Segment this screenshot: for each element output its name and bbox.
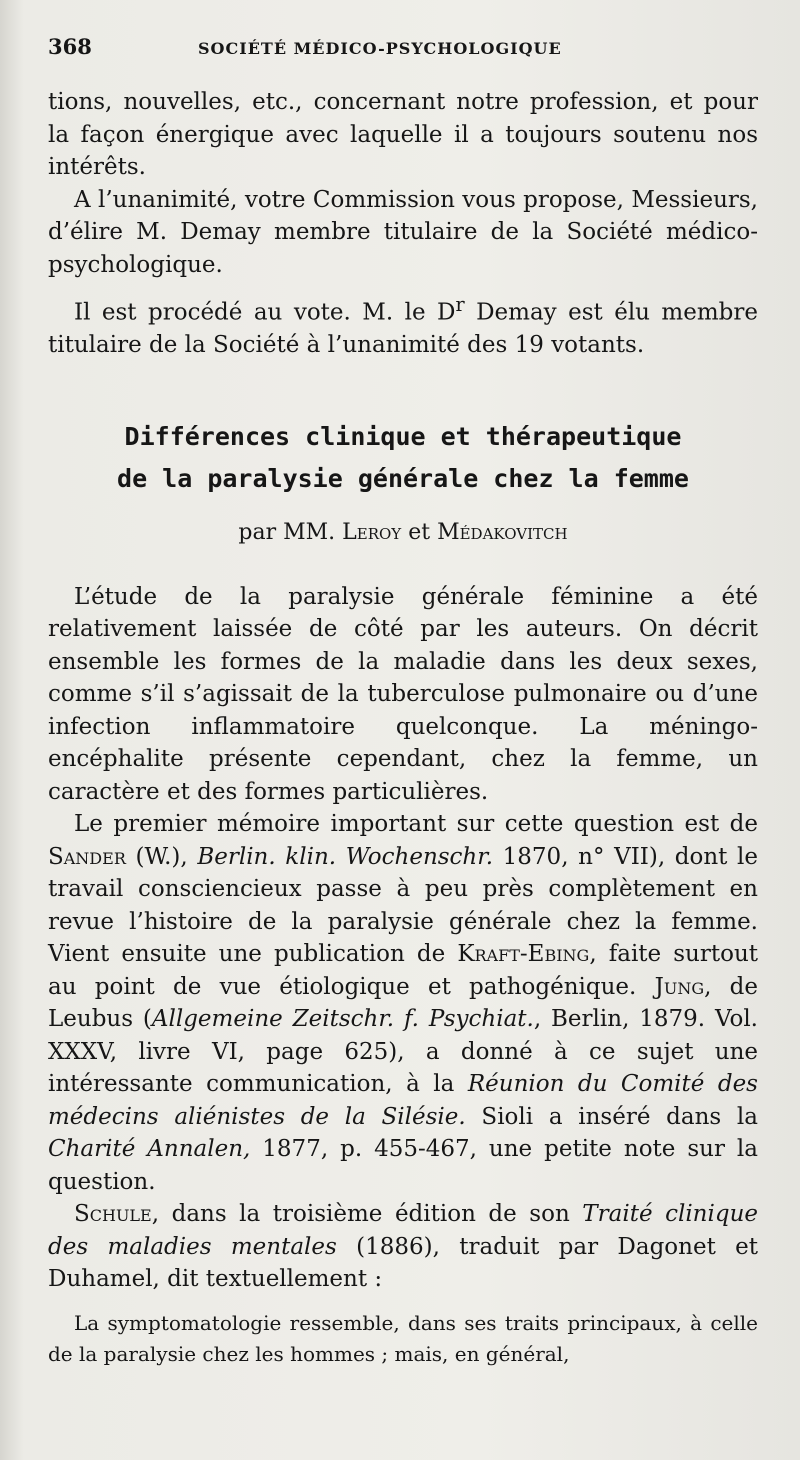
byline-conjunction: et xyxy=(401,519,438,545)
author-leroy: Leroy xyxy=(342,519,402,545)
journal-charite: Charité Annalen, xyxy=(48,1136,251,1163)
article-title xyxy=(48,416,758,500)
article-title-line-2: de la paralysie générale chez la femme xyxy=(117,463,689,493)
vote-paragraph xyxy=(48,289,758,362)
text-run: 1877, p. 455-467, une petite note sur la question. xyxy=(48,1136,758,1195)
article-title-line-1: Différences clinique et thérapeutique xyxy=(124,421,682,451)
text-run: Sioli a inséré dans la xyxy=(465,1103,758,1130)
block-quote xyxy=(48,1308,758,1370)
vote-text-end: Demay est élu membre titulaire de la Société à l’unanimité des 19 votants. xyxy=(48,299,758,359)
text-run: , de Leubus ( xyxy=(48,973,758,1033)
text-run: , dans la troisième édition de son xyxy=(151,1201,583,1228)
author-schule: Schule xyxy=(74,1201,152,1228)
byline-prefix: par MM. xyxy=(238,519,343,545)
literature-paragraph xyxy=(48,808,758,1198)
author-kraft-ebing: Kraft-Ebing xyxy=(457,941,590,968)
continued-paragraph: tions, nouvelles, etc., concernant notre profession, et pour la façon énergique avec laquelle il a toujours soutenu nos intérêts. xyxy=(48,89,758,180)
vote-superscript: r xyxy=(455,293,465,316)
author-jung: Jung xyxy=(654,973,705,1000)
commission-paragraph: A l’unanimité, votre Commission vous propose, Messieurs, d’élire M. Demay membre titulaire de la Société médico-psychologique. xyxy=(48,186,758,278)
author-medakovitch: Médakovitch xyxy=(437,519,568,545)
journal-berlin: Berlin. klin. Wochenschr. xyxy=(197,843,494,870)
running-head: SOCIÉTÉ MÉDICO-PSYCHOLOGIQUE xyxy=(198,39,562,58)
text-run: (W.), xyxy=(125,843,198,870)
text-run: Le premier mémoire important sur cette question est de xyxy=(74,811,758,838)
book-traite: Traité clinique des maladies mentales xyxy=(48,1201,758,1260)
journal-zeitschr: Allgemeine Zeitschr. f. Psychiat. xyxy=(151,1006,534,1033)
quote-text: La symptomatologie ressemble, dans ses traits principaux, à celle de la paralysie chez les hommes ; mais, en général, xyxy=(48,1310,758,1366)
page-number: 368 xyxy=(48,34,92,59)
author-sander: Sander xyxy=(48,843,126,870)
page-header xyxy=(48,34,758,86)
text-run: 1870, n° VII), dont le travail consciencieux passe à peu près complètement en revue l’histoire de la paralysie générale chez la femme. Vient ensuite une publication de xyxy=(48,843,758,968)
text-run: (1886), traduit par Dagonet et Duhamel, dit textuellement : xyxy=(48,1233,758,1293)
schule-paragraph xyxy=(48,1198,758,1296)
intro-paragraph: L’étude de la paralysie générale féminine a été relativement laissée de côté par les auteurs. On décrit ensemble les formes de la maladie dans les deux sexes, comme s’il s’agissait de la tuberculose pulmonaire ou d’une infection inflammatoire quelconque. La méningo-encéphalite présente cependant, chez la femme, un caractère et des formes particulières. xyxy=(48,583,758,805)
reunion-title: Réunion du Comité des médecins aliénistes de la Silésie. xyxy=(48,1071,758,1130)
vote-text-start: Il est procédé au vote. M. le D xyxy=(74,299,456,326)
text-run: , faite surtout au point de vue étiologique et pathogénique. xyxy=(48,941,758,1000)
text-run: , Berlin, 1879. Vol. XXXV, livre VI, page 625), a donné à ce sujet une intéressante communication, à la xyxy=(48,1006,758,1098)
article-byline xyxy=(48,520,758,545)
